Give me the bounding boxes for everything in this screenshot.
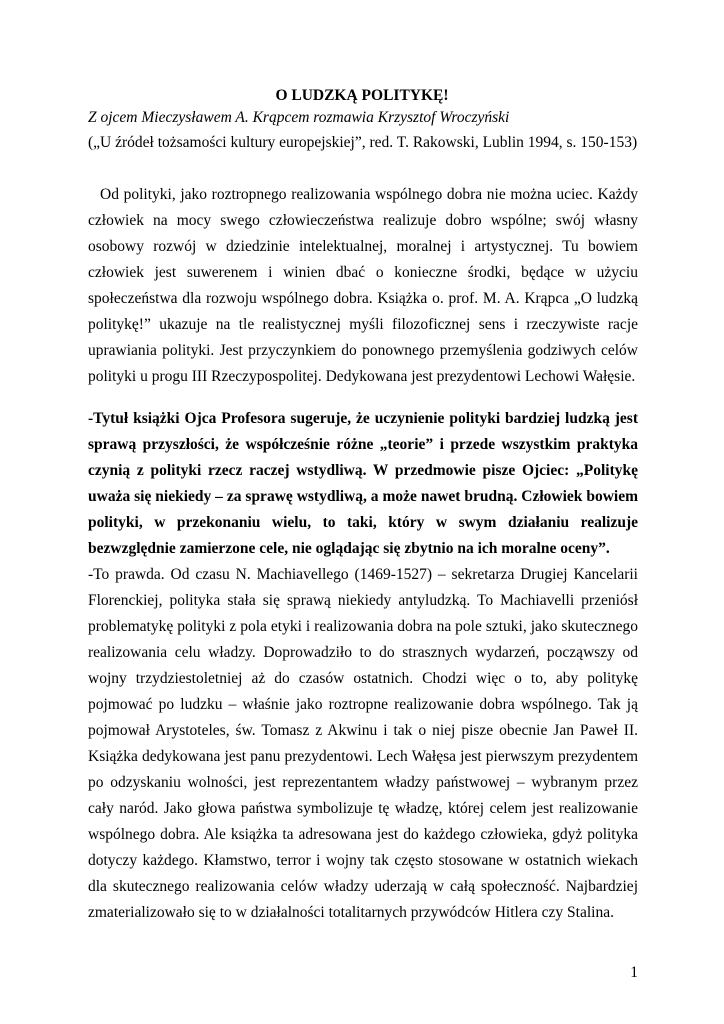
interview-question: -Tytuł książki Ojca Profesora sugeruje, że uczynienie polityki bardziej ludzką jest sprawą przyszłości, że współcześnie różne „teorie” i przede wszystkim praktyka czynią z polityki rzecz raczej wstydliwą. W przedmowie pisze Ojciec: „Politykę uważa się niekiedy – za sprawę wstydliwą, a może nawet brudną. Człowiek bowiem polityki, w przekonaniu wielu, to taki, który w swym działaniu realizuje bezwzględnie zamierzone cele, nie oglądając się zbytnio na ich moralne oceny”. bbox=[88, 410, 638, 557]
document-title: O LUDZKĄ POLITYKĘ! bbox=[275, 87, 449, 104]
paragraph-spacer bbox=[88, 390, 638, 406]
intro-paragraph: Od polityki, jako roztropnego realizowania wspólnego dobra nie można uciec. Każdy człowiek na mocy swego człowieczeństwa realizuje dobro wspólne; swój własny osobowy rozwój w dziedzinie intelektualnej, moralnej i artystycznej. Tu bowiem człowiek jest suwerenem i winien dbać o konieczne środki, będące w użyciu społeczeństwa dla rozwoju wspólnego dobra. Książka o. prof. M. A. Krąpca „O ludzką politykę!” ukazuje na tle realistycznej myśli filozoficznej sens i rzeczywiste racje uprawiania polityki. Jest przyczynkiem do ponownego przemyślenia godziwych celów polityki u progu III Rzeczypospolitej. Dedykowana jest prezydentowi Lechowi Wałęsie. bbox=[88, 186, 638, 385]
document-subtitle: Z ojcem Mieczysławem A. Krąpcem rozmawia Krzysztof Wroczyński bbox=[88, 109, 510, 126]
interview-answer: -To prawda. Od czasu N. Machiavellego (1469-1527) – sekretarza Drugiej Kancelarii Florenckiej, polityka stała się sprawą niekiedy antyludzką. To Machiavelli przeniósł problematykę polityki z pola etyki i realizowania dobra na pole sztuki, jako skutecznego realizowania celu władzy. Doprowadziło to do strasznych wydarzeń, począwszy od wojny trzydziestoletniej aż do czasów ostatnich. Chodzi więc o to, aby politykę pojmować po ludzku – właśnie jako roztropne realizowanie dobra wspólnego. Tak ją pojmował Arystoteles, św. Tomasz z Akwinu i tak o niej pisze obecnie Jan Paweł II. Książka dedykowana jest panu prezydentowi. Lech Wałęsa jest pierwszym prezydentem po odzyskaniu wolności, jest reprezentantem władzy państwowej – wybranym przez cały naród. Jako głowa państwa symbolizuje tę władzę, której celem jest realizowanie wspólnego dobra. Ale książka ta adresowana jest do każdego człowieka, gdyż polityka dotyczy każdego. Kłamstwo, terror i wojny tak często stosowane w ostatnich wiekach dla skutecznego realizowania celów władzy uderzają w całą społeczność. Najbardziej zmaterializowało się to w działalności totalitarnych przywódców Hitlera czy Stalina. bbox=[88, 566, 638, 921]
source-citation: („U źródeł tożsamości kultury europejskiej”, red. T. Rakowski, Lublin 1994, s. 150-153) bbox=[88, 134, 638, 151]
article-body bbox=[88, 182, 638, 926]
page-number: 1 bbox=[630, 964, 638, 981]
